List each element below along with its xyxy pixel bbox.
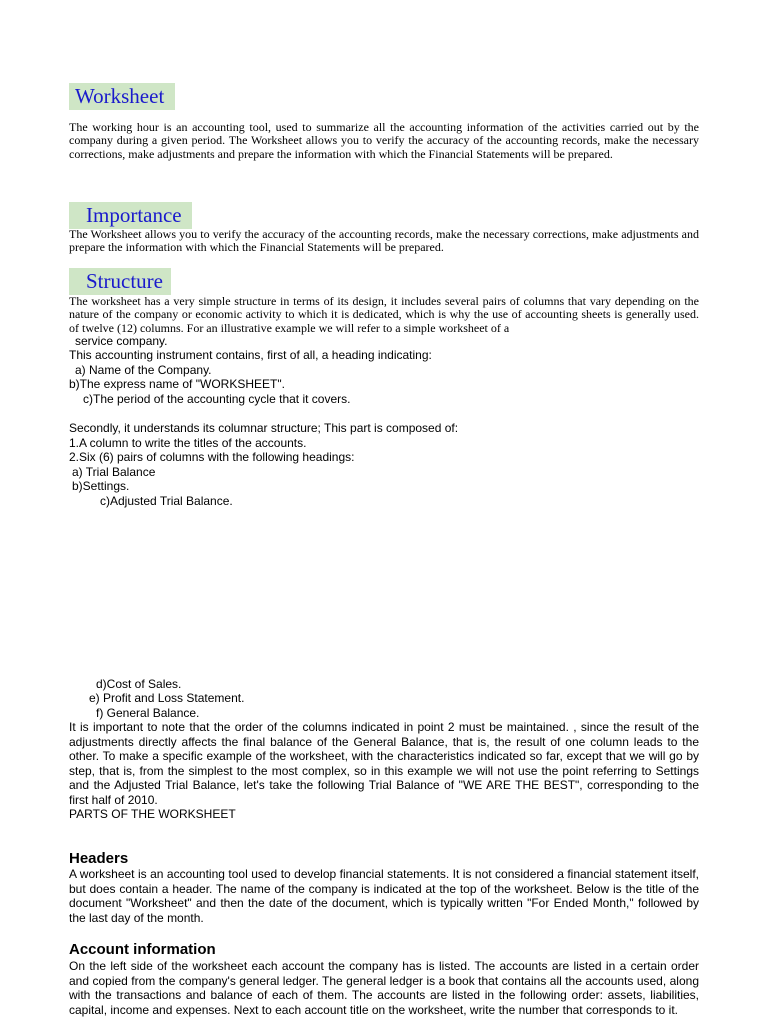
account-information-heading: Account information [69,941,216,958]
column-heading-d: d)Cost of Sales. [96,677,182,691]
structure-heading: Structure [69,268,171,295]
structure-paragraph: The worksheet has a very simple structure in terms of its design, it includes several pairs of columns that vary depending on the nature of the company or economic activity to which it is dedicated, which is why the use of accounting sheets is generally used. of twelve (12) columns. For an illustrative example we will refer to a simple worksheet of a [69,294,699,335]
heading-item-a: a) Name of the Company. [75,363,212,377]
importance-paragraph: The Worksheet allows you to verify the accuracy of the accounting records, make the necessary corrections, make adjustments and prepare the information with which the Financial Statements will be prepared. [69,227,699,255]
column-heading-c: c)Adjusted Trial Balance. [100,494,233,508]
importance-heading: Importance [69,202,192,229]
worksheet-heading: Worksheet [69,83,175,110]
worksheet-paragraph: The working hour is an accounting tool, used to summarize all the accounting information of the activities carried out by the company during a given period. The Worksheet allows you to verify the accuracy of the accounting records, make the necessary corrections, make adjustments and prepare the information with which the Financial Statements will be prepared. [69,120,699,161]
parts-title: PARTS OF THE WORKSHEET [69,807,236,821]
column-heading-b: b)Settings. [72,479,130,493]
heading-item-b: b)The express name of "WORKSHEET". [69,377,285,391]
point-2: 2.Six (6) pairs of columns with the following headings: [69,450,355,464]
heading-intro: This accounting instrument contains, first of all, a heading indicating: [69,348,432,362]
headers-heading: Headers [69,850,129,867]
heading-item-c: c)The period of the accounting cycle that it covers. [83,392,351,406]
column-heading-f: f) General Balance. [96,706,200,720]
account-information-paragraph: On the left side of the worksheet each account the company has is listed. The accounts are listed in a certain order and copied from the company's general ledger. The general ledger is a book that contains all the accounts used, along with the transactions and balance of each of them. The accounts are listed in the following order: assets, liabilities, capital, income and expenses. Next to each account title on the worksheet, write the number that corresponds to it. [69,959,699,1017]
headers-paragraph: A worksheet is an accounting tool used to develop financial statements. It is not considered a financial statement itself, but does contain a header. The name of the company is indicated at the top of the worksheet. Below is the title of the document "Worksheet" and then the date of the document, which is typically written "For Ended Month," followed by the last day of the month. [69,867,699,925]
column-heading-a: a) Trial Balance [72,465,156,479]
second-intro: Secondly, it understands its columnar structure; This part is composed of: [69,421,459,435]
structure-paragraph-continued: service company. [75,334,168,348]
point-1: 1.A column to write the titles of the accounts. [69,436,307,450]
columns-note: It is important to note that the order of the columns indicated in point 2 must be maintained. , since the result of the adjustments directly affects the final balance of the General Balance, that is, the result of one column leads to the other. To make a specific example of the worksheet, with the characteristics indicated so far, except that we will go by step, that is, from the simplest to the most complex, so in this example we will not use the point referring to Settings and the Adjusted Trial Balance, let's take the following Trial Balance of "WE ARE THE BEST", corresponding to the first half of 2010. [69,720,699,807]
column-heading-e: e) Profit and Loss Statement. [89,691,245,705]
